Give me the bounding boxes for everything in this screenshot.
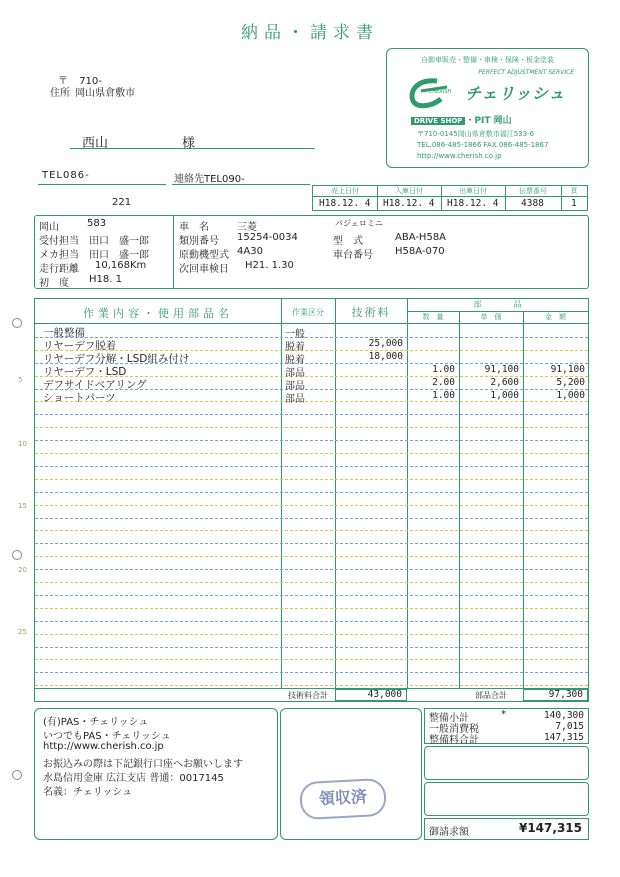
company-slogan: PERFECT ADJUSTMENT SERVICE: [478, 69, 574, 76]
margin-mark: 5: [18, 376, 23, 384]
company-tel: TEL.086-485-1866 FAX.086-485-1867: [417, 141, 549, 149]
parts-total-box: [523, 689, 588, 701]
company-services: 自動車販売・整備・車検・保険・板金塗装: [421, 56, 554, 64]
account-name: 名義：チェリッシュ: [43, 787, 133, 798]
total: 147,315: [543, 732, 584, 743]
type-label: 型 式: [333, 236, 363, 247]
margin-mark: 20: [18, 566, 27, 574]
car-name-label: 車 名: [179, 222, 209, 233]
out-date: H18.12. 4: [447, 198, 499, 209]
row-rule: [35, 518, 588, 519]
cell-tech: 18,000: [368, 350, 403, 362]
next-inspection: H21. 1.30: [245, 260, 294, 271]
footer-url: http://www.cherish.co.jp: [43, 741, 164, 752]
tech-total: 43,000: [367, 689, 402, 700]
cell-desc: リヤーデフ脱着: [43, 339, 117, 352]
contact-tel: 連絡先TEL090-: [174, 174, 245, 185]
transfer-note: お振込みの際は下記銀行口座へお願いします: [43, 759, 243, 770]
cell-amount: 91,100: [550, 363, 585, 375]
model-type: ABA-H58A: [395, 232, 447, 243]
summary-box: [424, 708, 589, 744]
bank-info: 水島信用金庫 広江支店 普通：0017145: [43, 773, 224, 784]
first-reg-label: 初 度: [39, 278, 69, 289]
subtotal: 140,300: [543, 710, 584, 721]
binding-hole-mark: [12, 318, 22, 328]
invoice-amount: ¥147,315: [518, 821, 582, 835]
cell-cat: 部品: [285, 380, 305, 392]
sales-date-header: 売上日付: [331, 187, 359, 195]
cell-cat: 部品: [285, 367, 305, 379]
chassis-label: 車台番号: [333, 250, 373, 261]
region: 岡山: [39, 222, 59, 233]
class-no: 15254-0034: [237, 232, 298, 243]
address-label: 住所: [50, 88, 70, 99]
cell-cat: 脱着: [285, 354, 305, 366]
mileage: 10,168Km: [95, 260, 147, 271]
row-rule: [35, 556, 588, 557]
drive-shop-box: DRIVE SHOP: [411, 117, 465, 125]
sales-date: H18.12. 4: [319, 198, 371, 209]
invoice-box: [424, 818, 589, 840]
cell-desc: ショートパーツ: [43, 391, 116, 404]
amount-header: 金 額: [545, 313, 566, 321]
cell-amount: 5,200: [556, 376, 585, 388]
cell-desc: 一般整備: [43, 327, 85, 339]
binding-hole-mark: [12, 770, 22, 780]
out-date-header: 出庫日付: [459, 187, 487, 195]
brand-small: CHERISH: [429, 89, 452, 95]
row-rule: [35, 634, 588, 635]
mileage-label: 走行距離: [39, 264, 79, 275]
row-rule: [35, 543, 588, 544]
paid-stamp: 領収済: [299, 778, 387, 820]
date-table: [312, 185, 588, 211]
page-header: 頁: [570, 187, 578, 195]
cell-qty: 1.00: [432, 389, 455, 401]
row-rule: [35, 685, 588, 686]
cell-qty: 2.00: [432, 376, 455, 388]
tax-label: 一般消費税: [429, 724, 479, 735]
customer-code: 221: [112, 197, 132, 208]
model-name: パジェロミニ: [335, 219, 383, 228]
customer-name: 西山: [82, 136, 109, 151]
tel-line: [38, 170, 166, 185]
pit-okayama: ・PIT 岡山: [465, 116, 512, 126]
margin-mark: 10: [18, 440, 27, 448]
row-rule: [35, 608, 588, 609]
margin-mark: 15: [18, 502, 27, 510]
cell-cat: 一般: [285, 329, 305, 340]
mechanic-person: 田口 盛一郎: [89, 250, 149, 261]
row-rule: [35, 569, 588, 570]
subtotal-label: 整備小計: [429, 713, 469, 724]
company-logo-box: [386, 48, 589, 168]
tax: 7,015: [555, 721, 584, 732]
company-url: http://www.cherish.co.jp: [417, 152, 502, 160]
work-table: [34, 298, 589, 702]
cell-cat: 部品: [285, 393, 305, 405]
mechanic-label: メカ担当: [39, 250, 79, 261]
row-rule: [35, 453, 588, 454]
cell-desc: リヤーデフ分解・LSD組み付け: [43, 352, 190, 365]
postal-code: 710-: [79, 76, 102, 87]
row-rule: [35, 621, 588, 622]
address-line: [50, 84, 135, 99]
car-name: 三菱: [237, 222, 257, 233]
engine-type: 4A30: [237, 246, 263, 257]
first-reg: H18. 1: [89, 274, 122, 285]
footer-company: (有)PAS・チェリッシュ: [43, 717, 149, 728]
reception-person: 田口 盛一郎: [89, 236, 149, 247]
row-rule: [35, 672, 588, 673]
margin-mark: 25: [18, 628, 27, 636]
row-rule: [35, 582, 588, 583]
company-contact: [417, 129, 548, 162]
slip-no: 4388: [521, 198, 544, 209]
address-value: 岡山県倉敷市: [75, 88, 136, 99]
parts-total-label: 部品合計: [475, 691, 507, 700]
company-sub: [411, 113, 512, 126]
vehicle-info-box: [34, 215, 589, 289]
in-date-header: 入庫日付: [395, 187, 423, 195]
row-rule: [35, 414, 588, 415]
contact-tel-line: [172, 170, 310, 185]
row-rule: [35, 647, 588, 648]
cell-desc: デフサイドベアリング: [43, 378, 147, 391]
row-rule: [35, 440, 588, 441]
chassis-no: H58A-070: [395, 246, 445, 257]
cell-tech: 25,000: [368, 337, 403, 349]
footer-greeting: いつでもPAS・チェリッシュ: [43, 731, 171, 742]
row-rule: [35, 427, 588, 428]
honorific: 様: [182, 136, 196, 151]
row-rule: [35, 492, 588, 493]
in-date: H18.12. 4: [383, 198, 435, 209]
summary-blank-box: [424, 746, 589, 780]
parts-total: 97,300: [548, 689, 583, 700]
slip-no-header: 伝票番号: [519, 187, 547, 195]
row-rule: [35, 595, 588, 596]
document-title: 納品・請求書: [241, 23, 379, 43]
tech-header: 技術料: [351, 306, 391, 319]
category-header: 作業区分: [292, 308, 324, 317]
subtotal-mark: *: [501, 709, 506, 720]
total-label: 整備料合計: [429, 735, 479, 746]
invoice-label: 御請求額: [429, 827, 469, 838]
work-header: 作業内容・使用部品名: [83, 307, 233, 320]
cell-unit: 2,600: [490, 376, 519, 388]
page-no: 1: [571, 198, 577, 209]
engine-label: 原動機型式: [179, 250, 229, 261]
reception-label: 受付担当: [39, 236, 79, 247]
customer-name-line: [70, 130, 315, 149]
customer-tel: TEL086-: [42, 170, 90, 181]
region-no: 583: [87, 218, 107, 229]
postal-mark: 〒: [58, 76, 68, 87]
company-address: 〒710-0145岡山県倉敷市福江533-6: [417, 130, 535, 138]
binding-hole-mark: [12, 550, 22, 560]
company-brand: チェリッシュ: [465, 84, 566, 103]
cell-qty: 1.00: [432, 363, 455, 375]
cell-unit: 1,000: [490, 389, 519, 401]
class-label: 類別番号: [179, 236, 219, 247]
stamp-box: [280, 708, 422, 840]
cell-amount: 1,000: [556, 389, 585, 401]
tech-total-label: 技術料合計: [288, 691, 328, 700]
row-rule: [35, 466, 588, 467]
row-rule: [35, 659, 588, 660]
cell-cat: 脱着: [285, 341, 305, 353]
qty-header: 数 量: [422, 313, 444, 321]
unit-header: 単 価: [480, 313, 502, 321]
parts-header: 部 品: [473, 300, 522, 309]
row-rule: [35, 479, 588, 480]
summary-blank-box: [424, 782, 589, 816]
next-inspection-label: 次回車検日: [179, 264, 229, 275]
tech-total-box: [335, 689, 407, 701]
footer-company-box: [34, 708, 278, 840]
row-rule: [35, 530, 588, 531]
cell-desc: リヤーデフ・LSD: [43, 365, 127, 378]
cell-unit: 91,100: [484, 363, 519, 375]
row-rule: [35, 505, 588, 506]
